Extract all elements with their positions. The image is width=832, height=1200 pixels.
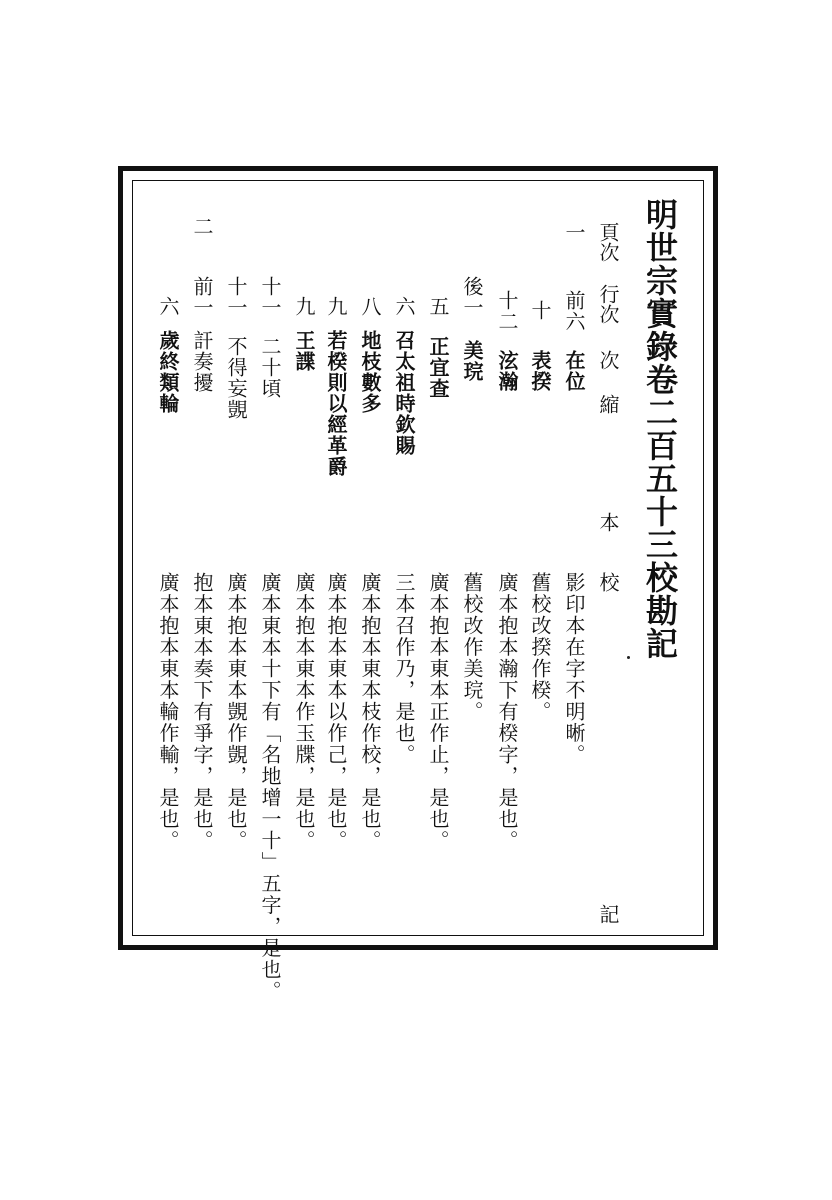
row-word: 泫瀚 [495, 350, 519, 392]
row-line: 十二 [495, 290, 519, 332]
header-line: 行次 [596, 284, 620, 324]
row-note: 廣本抱本東本枝作校，是也。 [358, 572, 382, 852]
row-line: 十一 [258, 276, 282, 318]
header-notes: 記 [596, 904, 620, 924]
row-word: 歲終類輪 [156, 330, 180, 414]
row-line: 六 [392, 296, 416, 317]
row-note: 抱本東本奏下有爭字，是也。 [190, 572, 214, 852]
row-note: 廣本抱本東本以作己，是也。 [324, 572, 348, 852]
row-note: 廣本抱本瀚下有楑字，是也。 [495, 572, 519, 852]
ink-speck [627, 656, 630, 659]
header-word: 次 縮 [596, 350, 620, 414]
row-line: 六 [156, 296, 180, 317]
row-note: 三本召作乃，是也。 [392, 572, 416, 766]
row-line: 後一 [460, 276, 484, 318]
row-note: 影印本在字不明晰。 [562, 572, 586, 766]
row-note: 廣本抱本東本覬作覬，是也。 [224, 572, 248, 852]
header-page: 頁次 [596, 222, 620, 262]
row-word: 二十頃 [258, 336, 282, 399]
header-variant: 本 [596, 512, 620, 532]
row-line: 五 [426, 296, 450, 317]
row-word: 在位 [562, 350, 586, 392]
row-note: 廣本抱本東本作玉牒，是也。 [292, 572, 316, 852]
row-line: 九 [292, 296, 316, 317]
row-line: 八 [358, 296, 382, 317]
row-note: 舊校改揆作楑。 [528, 572, 552, 723]
row-word: 召太祖時欽賜 [392, 330, 416, 456]
row-line: 前六 [562, 290, 586, 332]
row-line: 前一 [190, 276, 214, 318]
row-line: 十 [528, 300, 552, 321]
header-collation: 校 [596, 572, 620, 592]
row-word: 表揆 [528, 350, 552, 392]
row-word: 地枝數多 [358, 330, 382, 414]
row-word: 王諜 [292, 330, 316, 372]
row-note: 舊校改作美琓。 [460, 572, 484, 723]
row-page: 二 [190, 216, 214, 237]
row-word: 美琓 [460, 340, 484, 382]
row-page: 一 [562, 222, 586, 243]
document-title: 明世宗實錄卷二百五十三校勘記 [641, 198, 679, 660]
row-line: 十一 [224, 276, 248, 318]
row-note: 廣本抱本東本正作止，是也。 [426, 572, 450, 852]
row-note: 廣本抱本東本輪作輸，是也。 [156, 572, 180, 852]
row-word: 不得妄覬 [224, 336, 248, 420]
row-line: 九 [324, 296, 348, 317]
row-word: 正宜查 [426, 336, 450, 399]
row-word: 訐奏擾 [190, 330, 214, 393]
row-note: 廣本東本十下有「名地增一十」五字，是也。 [258, 572, 282, 1002]
row-word: 若楑則以經革爵 [324, 330, 348, 477]
